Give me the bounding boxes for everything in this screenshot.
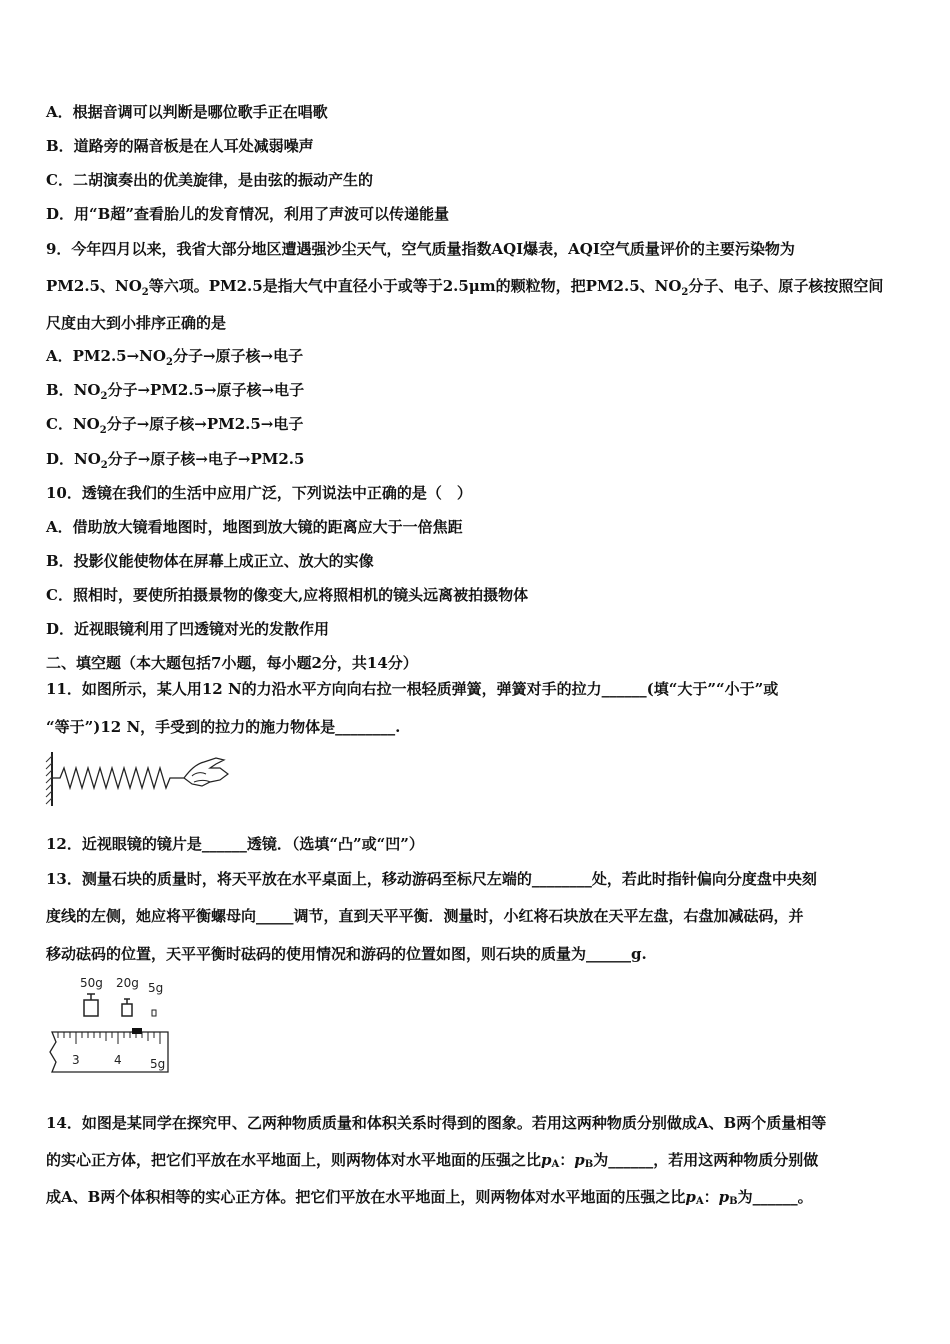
- q8-option-d: D．用“B超”查看胎儿的发育情况，利用了声波可以传递能量: [46, 205, 449, 223]
- weight-label-20g: 20g: [116, 976, 139, 990]
- q9-stem-line1: 9．今年四月以来，我省大部分地区遭遇强沙尘天气，空气质量指数AQI爆表，AQI空气质量评价的主要污染物为: [46, 240, 795, 258]
- scale-label-3: 3: [72, 1053, 80, 1067]
- q10-option-c: C．照相时，要使所拍摄景物的像变大,应将照相机的镜头远离被拍摄物体: [46, 586, 529, 604]
- q10-option-a: A．借助放大镜看地图时，地图到放大镜的距离应大于一倍焦距: [46, 518, 463, 536]
- q12: 12．近视眼镜的镜片是______透镜．（选填“凸”或“凹”）: [46, 835, 424, 853]
- q8-option-a: A．根据音调可以判断是哪位歌手正在唱歌: [46, 103, 328, 121]
- q9-stem-line2: PM2.5、$NO_2$等六项。PM2.5是指大气中直径小于或等于2.5μm的颗粒物，把PM2.5、$NO_2$分子、电子、原子核按照空间: [46, 277, 884, 298]
- q9-stem-line3: 尺度由大到小排序正确的是: [46, 314, 227, 332]
- weight-50g: [84, 994, 98, 1016]
- q9-option-b: B．$NO_2$分子→PM2.5→原子核→电子: [46, 381, 305, 402]
- q13-line3: 移动砝码的位置，天平平衡时砝码的使用情况和游码的位置如图，则石块的质量为______g.: [46, 945, 647, 963]
- q11-line2: “等于”)12 N，手受到的拉力的施力物体是________.: [46, 718, 401, 736]
- weight-20g: [122, 999, 132, 1016]
- q10-option-b: B．投影仪能使物体在屏幕上成正立、放大的实像: [46, 552, 374, 570]
- rider-marker: [132, 1028, 142, 1034]
- scale-label-4: 4: [114, 1053, 122, 1067]
- section-heading: 二、填空题（本大题包括7小题，每小题2分，共14分）: [46, 654, 418, 672]
- spring-hand-figure: [44, 748, 234, 810]
- q9-option-d: D．$NO_2$分子→原子核→电子→PM2.5: [46, 450, 305, 471]
- q10-option-d: D．近视眼镜利用了凹透镜对光的发散作用: [46, 620, 330, 638]
- q11-line1: 11．如图所示，某人用12 N的力沿水平方向向右拉一根轻质弹簧，弹簧对手的拉力______(填“大于”“小于”或: [46, 680, 779, 698]
- q9-option-a: A．$PM2.5\to NO_2$分子→原子核→电子: [46, 347, 304, 368]
- weight-label-50g: 50g: [80, 976, 103, 990]
- q8-option-c: C．二胡演奏出的优美旋律，是由弦的振动产生的: [46, 171, 373, 189]
- q10-stem: 10．透镜在我们的生活中应用广泛，下列说法中正确的是（ ）: [46, 484, 472, 502]
- weight-label-5g: 5g: [148, 981, 164, 995]
- q9-option-c: C．$NO_2$分子→原子核→PM2.5→电子: [46, 415, 304, 436]
- q13-line2: 度线的左侧，她应将平衡螺母向_____调节，直到天平平衡．测量时，小红将石块放在天平左盘，右盘加减砝码，并: [46, 907, 804, 925]
- q14-line1: 14．如图是某同学在探究甲、乙两种物质质量和体积关系时得到的图象。若用这两种物质分别做成A、B两个质量相等: [46, 1114, 827, 1132]
- q14-line2: 的实心正方体，把它们平放在水平地面上，则两物体对水平地面的压强之比pA：pB为______，若用这两种物质分别做: [46, 1151, 819, 1170]
- weight-5g: [152, 1010, 156, 1016]
- weights-and-scale-figure: [44, 972, 174, 1082]
- q8-option-b: B．道路旁的隔音板是在人耳处减弱噪声: [46, 137, 314, 155]
- q13-line1: 13．测量石块的质量时，将天平放在水平桌面上，移动游码至标尺左端的________处，若此时指针偏向分度盘中央刻: [46, 870, 817, 888]
- q14-line3: 成A、B两个体积相等的实心正方体。把它们平放在水平地面上，则两物体对水平地面的压强之比pA：pB为______。: [46, 1188, 813, 1207]
- scale-label-5g: 5g: [150, 1057, 166, 1071]
